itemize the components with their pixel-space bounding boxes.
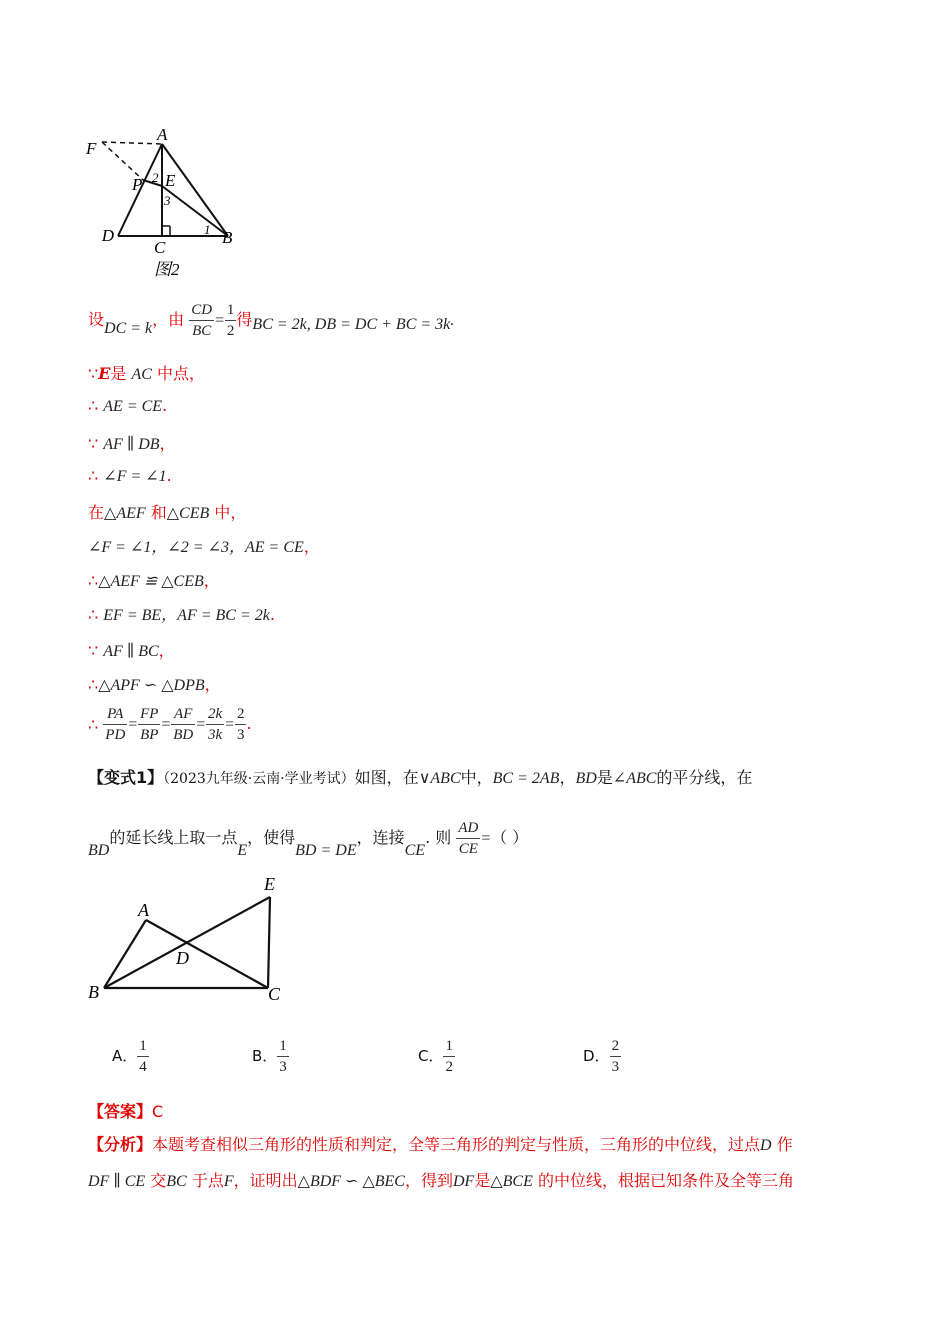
variant-question-line-2 [88, 818, 528, 859]
word-middle: 中， [214, 503, 247, 522]
expr-similar: △BDF ∽ △BEC [297, 1173, 405, 1190]
option-b[interactable] [252, 1036, 289, 1077]
text: ，得到 [404, 1171, 453, 1190]
segment-df: DF [453, 1173, 475, 1190]
expr: AF ∥ BC [103, 643, 159, 660]
solution-line-10 [88, 638, 175, 661]
comma: ， [559, 768, 576, 787]
point-e-ref: E [98, 364, 111, 383]
option-fraction [277, 1036, 289, 1077]
text: 的平分线，在 [656, 768, 753, 787]
frac-num: 1 [443, 1036, 455, 1057]
label-b: B [88, 982, 99, 1002]
solution-line-4 [88, 431, 176, 454]
frac-num: 2 [235, 704, 247, 725]
because-symbol: ∵ [88, 364, 99, 383]
end-punct: ， [203, 571, 220, 590]
cond-bd-de: BD = DE [295, 842, 357, 859]
text: 的延长线上取一点 [109, 828, 238, 847]
point-b: B [222, 228, 233, 247]
expr: △APF ∽ △DPB [98, 677, 205, 694]
expr-dc-k: DC = k [104, 320, 153, 337]
fraction-2-3 [235, 704, 247, 745]
frac-den: 2 [226, 323, 235, 339]
triangle-abc: ∨ABC [418, 770, 461, 787]
text: 于点 [191, 1171, 224, 1190]
frac-den: 3 [279, 1059, 287, 1075]
frac-num: 2k [206, 704, 224, 725]
option-c[interactable] [418, 1036, 455, 1077]
frac-den: 3k [208, 727, 223, 743]
word-get: 得 [236, 310, 253, 329]
segment-ec [268, 897, 270, 988]
expr: AE = CE [103, 398, 163, 415]
solution-line-9 [88, 602, 275, 625]
fraction-fp-bp [138, 704, 160, 745]
expr: ∠F = ∠1 [103, 468, 167, 485]
comma: ， [152, 310, 169, 329]
frac-num: 1 [225, 300, 237, 321]
answer-value: C [152, 1102, 164, 1121]
point-e: E [237, 842, 248, 859]
frac-den: 2 [445, 1059, 453, 1075]
text: 如图，在 [354, 768, 419, 787]
solution-line-12 [88, 704, 252, 745]
word-is: 是 [110, 364, 127, 383]
answer-line [88, 1099, 163, 1122]
expr: EF = BE，AF = BC = 2k [103, 607, 270, 624]
segment-ce: CE [404, 842, 426, 859]
text: ，连接 [356, 828, 405, 847]
variant-question-line-1 [88, 765, 752, 788]
frac-num: 2 [610, 1036, 622, 1057]
solution-line-2 [88, 361, 205, 384]
word-midpoint: 中点， [157, 364, 206, 383]
frac-den: 4 [139, 1059, 147, 1075]
figure-2-diagram [80, 120, 250, 285]
frac-den: PD [105, 727, 126, 743]
option-fraction [137, 1036, 149, 1077]
fraction-pa-pd [103, 704, 127, 745]
equals: = [480, 830, 492, 847]
text: ，证明出 [233, 1171, 298, 1190]
fraction-ad-ce [456, 818, 480, 859]
solution-line-3 [88, 396, 167, 416]
option-label: D． [583, 1047, 610, 1065]
end-punct: . [166, 466, 172, 485]
option-fraction [610, 1036, 622, 1077]
option-d[interactable] [583, 1036, 621, 1077]
text: 是 [596, 768, 613, 787]
point-p: P [132, 175, 143, 194]
equals: = [214, 312, 225, 329]
frac-num: AD [456, 818, 480, 839]
frac-den: BC [192, 323, 212, 339]
point-e: E [165, 171, 176, 190]
end-punct: . [269, 605, 275, 624]
segment-eb [162, 186, 228, 236]
segment-bd: BD [88, 842, 110, 859]
label-e: E [264, 874, 275, 894]
cond-bc-2ab: BC = 2AB [492, 770, 560, 787]
text: 的中位线，根据已知条件及全等三角 [537, 1171, 794, 1190]
text: 中， [460, 768, 493, 787]
answer-blank: （ ） [491, 828, 529, 847]
expr: AF ∥ DB [103, 436, 160, 453]
point-c: C [154, 238, 166, 257]
frac-den: 3 [236, 727, 245, 743]
analysis-line-2 [88, 1168, 794, 1191]
frac-num: 1 [137, 1036, 149, 1057]
fraction-af-bd [171, 704, 195, 745]
option-label: C． [418, 1047, 444, 1065]
point-d: D [101, 226, 114, 245]
solution-line-11 [88, 672, 221, 695]
segment-ba [104, 920, 146, 988]
label-a: A [138, 900, 149, 920]
angle-label-2: 2 [152, 170, 159, 185]
variant-source: （2023九年级·云南·学业考试） [163, 771, 355, 787]
analysis-tag: 【分析】 [88, 1135, 153, 1154]
end-punct: ， [204, 675, 221, 694]
therefore-symbol: ∴ [88, 715, 99, 734]
end-punct: ， [303, 537, 320, 556]
figure-2-caption: 图2 [154, 260, 180, 279]
expr-df-ce: DF ∥ CE [88, 1173, 146, 1190]
label-d: D [176, 948, 189, 968]
expr-bc-db: BC = 2k, DB = DC + BC = 3k [252, 316, 451, 333]
triangle-aef: △AEF [104, 505, 146, 522]
therefore-symbol: ∴ [88, 605, 99, 624]
word-in: 在 [88, 503, 105, 522]
variant-tag: 【变式1】 [88, 768, 164, 787]
period: . [450, 312, 455, 329]
text: 交 [150, 1171, 167, 1190]
frac-num: 1 [277, 1036, 289, 1057]
triangle-ceb: △CEB [166, 505, 210, 522]
segment-ac-ref: AC [131, 366, 152, 383]
frac-num: CD [189, 300, 214, 321]
text: 作 [776, 1135, 793, 1154]
point-f: F [86, 139, 97, 158]
point-d: D [760, 1137, 772, 1154]
therefore-symbol: ∴ [88, 571, 99, 590]
variant-figure-diagram [84, 872, 294, 1007]
frac-num: AF [171, 704, 195, 725]
therefore-symbol: ∴ [88, 675, 99, 694]
option-a[interactable] [112, 1036, 149, 1077]
equals: = [195, 716, 206, 733]
segment-bc: BC [166, 1173, 187, 1190]
word-set: 设 [88, 310, 105, 329]
solution-line-1 [88, 300, 454, 341]
because-symbol: ∵ [88, 641, 99, 660]
triangle-bce: △BCE [490, 1173, 533, 1190]
dashed-fa [102, 142, 162, 144]
fraction-2k-3k [206, 704, 224, 745]
expr: ∠F = ∠1，∠2 = ∠3，AE = CE [88, 539, 304, 556]
word-from: 由 [168, 310, 185, 329]
because-symbol: ∵ [88, 434, 99, 453]
point-a: A [157, 125, 168, 144]
option-label: B． [252, 1047, 278, 1065]
analysis-line-1 [88, 1132, 793, 1155]
angle-label-3: 3 [164, 193, 171, 208]
angle-abc: ∠ABC [612, 770, 657, 787]
fraction-cd-bc [189, 300, 214, 341]
end-punct: . [246, 714, 252, 733]
equals: = [127, 716, 139, 733]
angle-label-1: 1 [204, 222, 211, 237]
fraction-half [225, 300, 237, 341]
option-fraction [443, 1036, 455, 1077]
label-c: C [268, 984, 281, 1004]
frac-den: BP [140, 727, 159, 743]
equals: = [224, 716, 235, 733]
frac-num: FP [138, 704, 160, 725]
text: 是 [474, 1171, 491, 1190]
solution-line-8 [88, 568, 220, 591]
segment-bd: BD [575, 770, 597, 787]
frac-den: 3 [611, 1059, 620, 1075]
text: 本题考查相似三角形的性质和判定，全等三角形的判定与性质，三角形的中位线，过点 [152, 1135, 761, 1154]
solution-line-6 [88, 500, 246, 523]
frac-den: CE [458, 841, 478, 857]
frac-num: PA [103, 704, 127, 725]
solution-line-7 [88, 534, 320, 557]
end-punct: . [162, 396, 168, 415]
frac-den: BD [173, 727, 194, 743]
equals: = [160, 716, 172, 733]
end-punct: ， [159, 434, 176, 453]
segment-ab [162, 144, 228, 236]
text: ，使得 [247, 828, 296, 847]
solution-line-5 [88, 466, 172, 486]
therefore-symbol: ∴ [88, 396, 99, 415]
end-punct: ， [158, 641, 175, 660]
text: . 则 [425, 828, 452, 847]
therefore-symbol: ∴ [88, 466, 99, 485]
word-and: 和 [150, 503, 167, 522]
answer-tag: 【答案】 [88, 1102, 153, 1121]
expr: △AEF ≌ △CEB [98, 573, 204, 590]
point-f: F [223, 1173, 234, 1190]
option-label: A． [112, 1047, 138, 1065]
